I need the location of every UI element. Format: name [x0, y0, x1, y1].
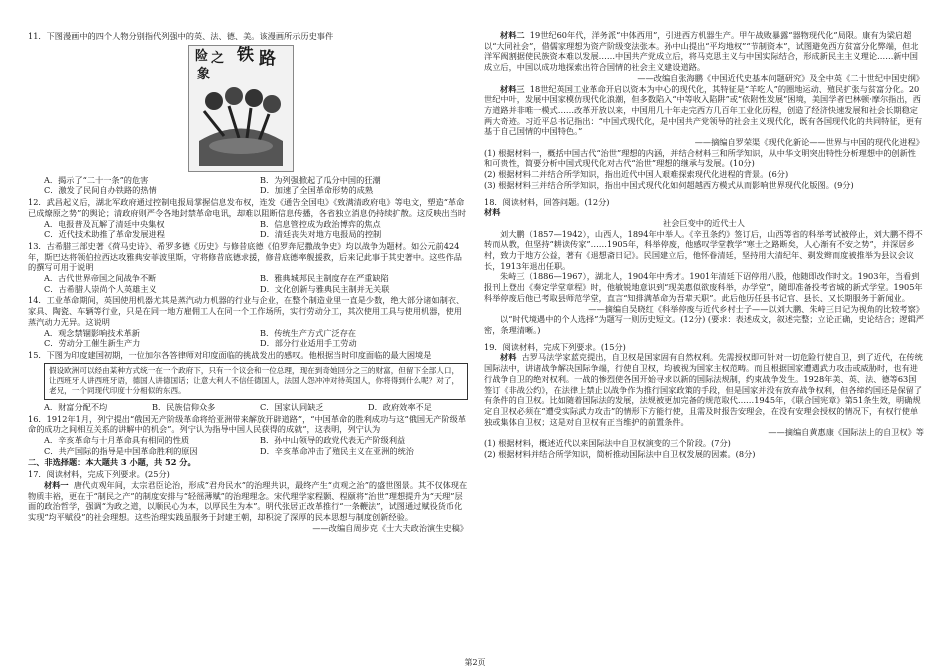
- q15-option-c: C．国家认同缺乏: [260, 401, 324, 412]
- q19-material-text: 古罗马法学家蓝克提出，自卫权是国家固有自然权利。先需授权即可针对一切危险行使自卫，到了近代，在传统国际法中，讲诸战争解决国际争端，行使自卫权，均被视为国家主权范畴。而且根据国家遭遇武力攻击或威胁时，也有进行战争自卫的绝对权利。一战的惨烈使各国开始寻求以新的国际法规制，约束战争发生。1928年美、英、法、德等63国签订《非战公约》，在法律上禁止以战争作为推行国家政策的手段，但是国家并没有放弃战争权利，但各缔约国还是保留了有条件的自卫权。比如随着国际法的发展，法规被更加完备的规范取代……1945年，《联合国宪章》第51条生效，明确规定自卫权必须在“遭受实际武力攻击”的情形下方能行使，且需及时报告安理会，在没有安理会授权的情况下，有权行使单独或集体自卫权；这是对自卫权有正当维护的前置条件。: [484, 352, 923, 427]
- q12-options: [28, 219, 468, 240]
- q12-option-d: D．清廷丧失对地方电报局的控制: [260, 229, 382, 240]
- q12-option-c: C．近代技术助推了革命发展进程: [44, 229, 165, 240]
- q17-task-2: (2) 根据材料二并结合所学知识，指出近代中国人艰难探索现代化进程的背景。(6分): [484, 169, 789, 180]
- q15-quote-box: 假设欧洲可以经由某种方式统一在一个政府下，只有一个议会和一位总理，现在到奇她回分之三的财富，但留下全部人口，让西班牙人讲西班牙语，德国人讲德国话；让意大利人不信任德国人，法国人怨冲冲对待英国人，你将得到什么呢？对了，老兄，一个同现代印度十分相似的东西。: [44, 363, 468, 400]
- q14-option-d: D．部分行业适用手工劳动: [260, 338, 357, 349]
- material-2-source: ——改编自张海鹏《中国近代史基本问题研究》及全中英《二十世纪中国史纲》: [637, 72, 924, 83]
- q17-material-1: [28, 480, 468, 523]
- q16-options: [28, 435, 468, 456]
- q14-option-b: B．传统生产方式广泛存在: [260, 327, 357, 338]
- q18-paragraph-1: 刘大鹏（1857—1942），山西人，1894年中举人。《辛丑条约》签订后，山西等省的科举考试被停止，刘大鹏不得不转而从教，但坚持“耕读传家”……1905年，科举停废，他感叹学堂教学“寒士之路断矣，人心渐有不安之势”，并深居乡村，致力于地方公益，著有《退想斋日记》。民国建立后，他怀眷清廷，坚持用大清纪年、剃发辫而度被推举为县议会议长，1913年退出任职。: [484, 228, 923, 271]
- q17-material-2: [484, 30, 924, 73]
- material-3-label: 材料三: [500, 83, 525, 94]
- q11-option-a: A．揭示了“二十一条”的危害: [44, 174, 149, 185]
- q15-options: [28, 402, 468, 413]
- q11-option-d: D．加速了全国革命形势的成熟: [260, 185, 374, 196]
- q12-option-a: A．电报普及瓦解了清廷中央集权: [44, 218, 165, 229]
- q18-material-label: 材料: [484, 207, 501, 218]
- page-number: 第2页: [464, 658, 486, 667]
- material-1-text: 唐代贞观年间，太宗君臣论治，形成“君舟民水”的治理共识，最终产生“贞观之治”的盛世图景。其不仅体现在物质丰裕，更在于“制民之产”的制度安排与“轻徭薄赋”的治理理念。宋代理学家程颢、程颐将“治世”理想提升为“天理”层面的政治哲学，强调“为政之道，以顺民心为本，以厚民生为本”。明代张居正改革推行“一条鞭法”，试图通过赋役货币化实现“均平赋役”的社会理想。这些治理实践虽服务于封建王朝，却积淀了深厚的民本思想与制度创新经验。: [28, 479, 468, 522]
- material-3-source: ——摘编自罗荣渠《现代化新论——世界与中国的现代化进程》: [694, 137, 924, 148]
- q14-stem: 14．工业革命期间，英国使用机器尤其是蒸汽动力机器的行业与企业，在整个制造业里一直是少数，绝大部分诸如制衣、家具、陶瓷、车辆等行业，只是在同一地方雇佣工人在同一个工作场所，实行劳动分工，其次使用工具与使用机器，使用蒸汽动力无异。这说明: [28, 295, 465, 327]
- q12-stem: 12．武昌起义后，湖北军政府通过控制电报局掌握信息发布权，连发《通告全国电》《致满清政府电》等电文，塑造“革命已成燎原之势”的舆论；清政府则严令各地封禁革命电讯，却难以阻断信息传播，各省独立消息仍持续扩散。这反映出当时: [28, 197, 467, 218]
- q18-paragraph-2: 朱峙三（1886—1967），湖北人，1904年中秀才。1901年清廷下诏停用八股，他随即改作时文。1903年，当看到报刊上登出《奏定学堂章程》时，他敏锐地意识到“现美惠似欲废科举，办学堂”，随即准备投考省城的新式学堂。1905年科举停废后他已考取县师范学堂，直言“知排满革命为吾辈天职”。此后他历任县书记官、县长、又长期服务于新闻业。: [484, 271, 923, 303]
- q13-option-b: B．雅典城邦民主制度存在严重缺陷: [260, 273, 389, 284]
- q16-stem: 16．1912年1月，列宁提出“俄国无产阶级革命将给亚洲带来解放开辟道路”，“中国革命的胜利成功与这“俄国无产阶级革命的成功之间相互关系的讲解中的机会”。列宁认为指导中国人民获得的成就”，这表明，列宁认为: [28, 413, 467, 435]
- q13-option-d: D．文化创新与雅典民主制并无关联: [260, 283, 390, 294]
- section-heading: 二、非选择题：本大题共 3 小题，共 52 分。: [28, 457, 196, 468]
- material-1-label: 材料一: [44, 479, 69, 490]
- q14-options: [28, 328, 468, 349]
- cartoon-char-1: 险: [195, 48, 209, 64]
- cartoon-char-5: 路: [259, 48, 276, 69]
- q11-stem: 11．下图漫画中的四个人物分别指代列强中的英、法、德、美。该漫画所示历史事件: [28, 31, 334, 41]
- q18-stem: 18．阅读材料，回答问题。(12分): [484, 196, 610, 207]
- q14-option-c: C．劳动分工催生新生产力: [44, 338, 141, 349]
- q19-task-1: (1) 根据材料，概述近代以来国际法中自卫权演变的三个阶段。(7分): [484, 438, 731, 449]
- q17-stem: 17．阅读材料，完成下列要求。(25分): [28, 469, 170, 480]
- material-1-source: ——改编自周步克《士大夫政治演生史稿》: [312, 522, 468, 533]
- material-2-text: 19世纪60年代，洋务派“中体西用”，引进西方机器生产。甲午战败暴露“器物现代化”局限。康有为梁启超以“大同社会”，借儒家理想为资产阶级变法张本。孙中山提出“平均地权”“节制资本”，试图避免西方贫富分化弊端，但北洋军阀割据使民族资本难以发展……中国共产党成立后，将马克思主义与中国实际结合，形成新民主主义理论……新中国成立后，中国以成功地探索出符合国情的社会主义建设道路。: [484, 30, 919, 73]
- q15-option-d: D．政府效率不足: [368, 401, 432, 412]
- q12-option-b: B．信息管控成为政治博弈的焦点: [260, 218, 381, 229]
- q13-option-c: C．古希腊人崇尚个人英雄主义: [44, 283, 157, 294]
- right-column: [484, 30, 924, 459]
- cartoon-char-4: 铁: [237, 44, 254, 65]
- q15-stem: 15．下图为印度建国初期，一位加尔各答律师对印度面临的挑战发出的感叹。他根据当时印度面临的最大困境是: [28, 349, 432, 360]
- material-3-text: 18世纪英国工业革命开启以资本为中心的现代化，其特征是“羊吃人”的圈地运动、殖民扩张与贫富分化。20世纪中叶，发展中国家模仿现代化浪潮，但多数陷入“中等收入陷阱”或“依附性发展”困境，美国学者巴林顿·摩尔指出，西方道路并非唯一模式……改革开放以来，中国用几十年走完西方几百年工业化历程，创造了经济快速发展和社会长期稳定两大奇迹。习近平总书记指出：“中国式现代化，是中国共产党领导的社会主义现代化，既有各国现代化的共同特征，更有基于自己国情的中国特色。”: [484, 83, 923, 137]
- q11-option-b: B．为列强掀起了瓜分中国的狂潮: [260, 174, 381, 185]
- q14-option-a: A．观念禁锢影响技术革新: [44, 327, 140, 338]
- cartoon-char-3: 象: [197, 66, 211, 82]
- q13-stem: 13．古希腊三部史著《荷马史诗》、希罗多德《历史》与修昔底德《伯罗奔尼撒战争史》均以战争为题材。如公元前424年，斯巴达将领伯拉西达攻雅典安菲波里斯，守将修昔底德求援，修昔底德率舰援救，后来记此事于其史著中。这些作品的撰写可用于说明: [28, 240, 462, 273]
- left-column: [28, 30, 468, 533]
- q16-option-b: B．孙中山领导的政党代表无产阶级利益: [260, 434, 406, 445]
- q17-task-3: (3) 根据材料三并结合所学知识，指出中国式现代化如何超越西方模式从而影响世界现代化版图。(9分): [484, 179, 854, 190]
- q19-stem: 19．阅读材料，完成下列要求。(15分): [484, 341, 626, 352]
- q18-material-title: 社会巨变中的近代士人: [663, 217, 745, 228]
- q19-material-label: 材料: [500, 352, 517, 363]
- q16-option-c: C．共产国际的指导是中国革命胜利的原因: [44, 445, 198, 456]
- q11-options: [28, 175, 468, 196]
- q11-option-c: C．激发了民间自办铁路的热情: [44, 185, 157, 196]
- q19-task-2: (2) 根据材料并结合所学知识，简析推动国际法中自卫权发展的因素。(8分): [484, 448, 756, 459]
- material-2-label: 材料二: [500, 30, 525, 40]
- q18-source: ——摘编自吴晓红《科举停废与近代乡村士子——以刘大鹏、朱峙三日记为视角的比较考察》: [588, 303, 924, 314]
- q18-task: 以“时代境遇中的个人选择”为题写一则历史短文。(12分) (要求：表述成文，叙述完整；立论正确，史论结合；逻辑严密，条理清晰。): [484, 314, 924, 335]
- cartoon-char-2: 之: [211, 50, 225, 66]
- q16-option-d: D．辛亥革命冲击了殖民主义在亚洲的统治: [260, 445, 414, 456]
- q19-material: [484, 352, 924, 427]
- q17-task-1: (1) 根据材料一，概括中国古代“治世”理想的内涵，并结合材料三和所学知识，从中华文明突出特性分析理想中的创新性和可贵性，简要分析中国式现代化对古代“治世”理想的继承与发展。(10分): [484, 147, 916, 169]
- q13-option-a: A．古代世界帝国之间战争不断: [44, 273, 157, 284]
- q16-option-a: A．辛亥革命与十月革命具有相同的性质: [44, 434, 190, 445]
- q15-option-a: A．财富分配不均: [44, 401, 108, 412]
- q17-material-3: [484, 84, 924, 138]
- q15-option-b: B．民族信仰众多: [152, 401, 216, 412]
- q13-options: [28, 273, 468, 294]
- q11-cartoon: [188, 45, 294, 172]
- q19-source: ——摘编自黄惠康《国际法上的自卫权》等: [768, 427, 924, 438]
